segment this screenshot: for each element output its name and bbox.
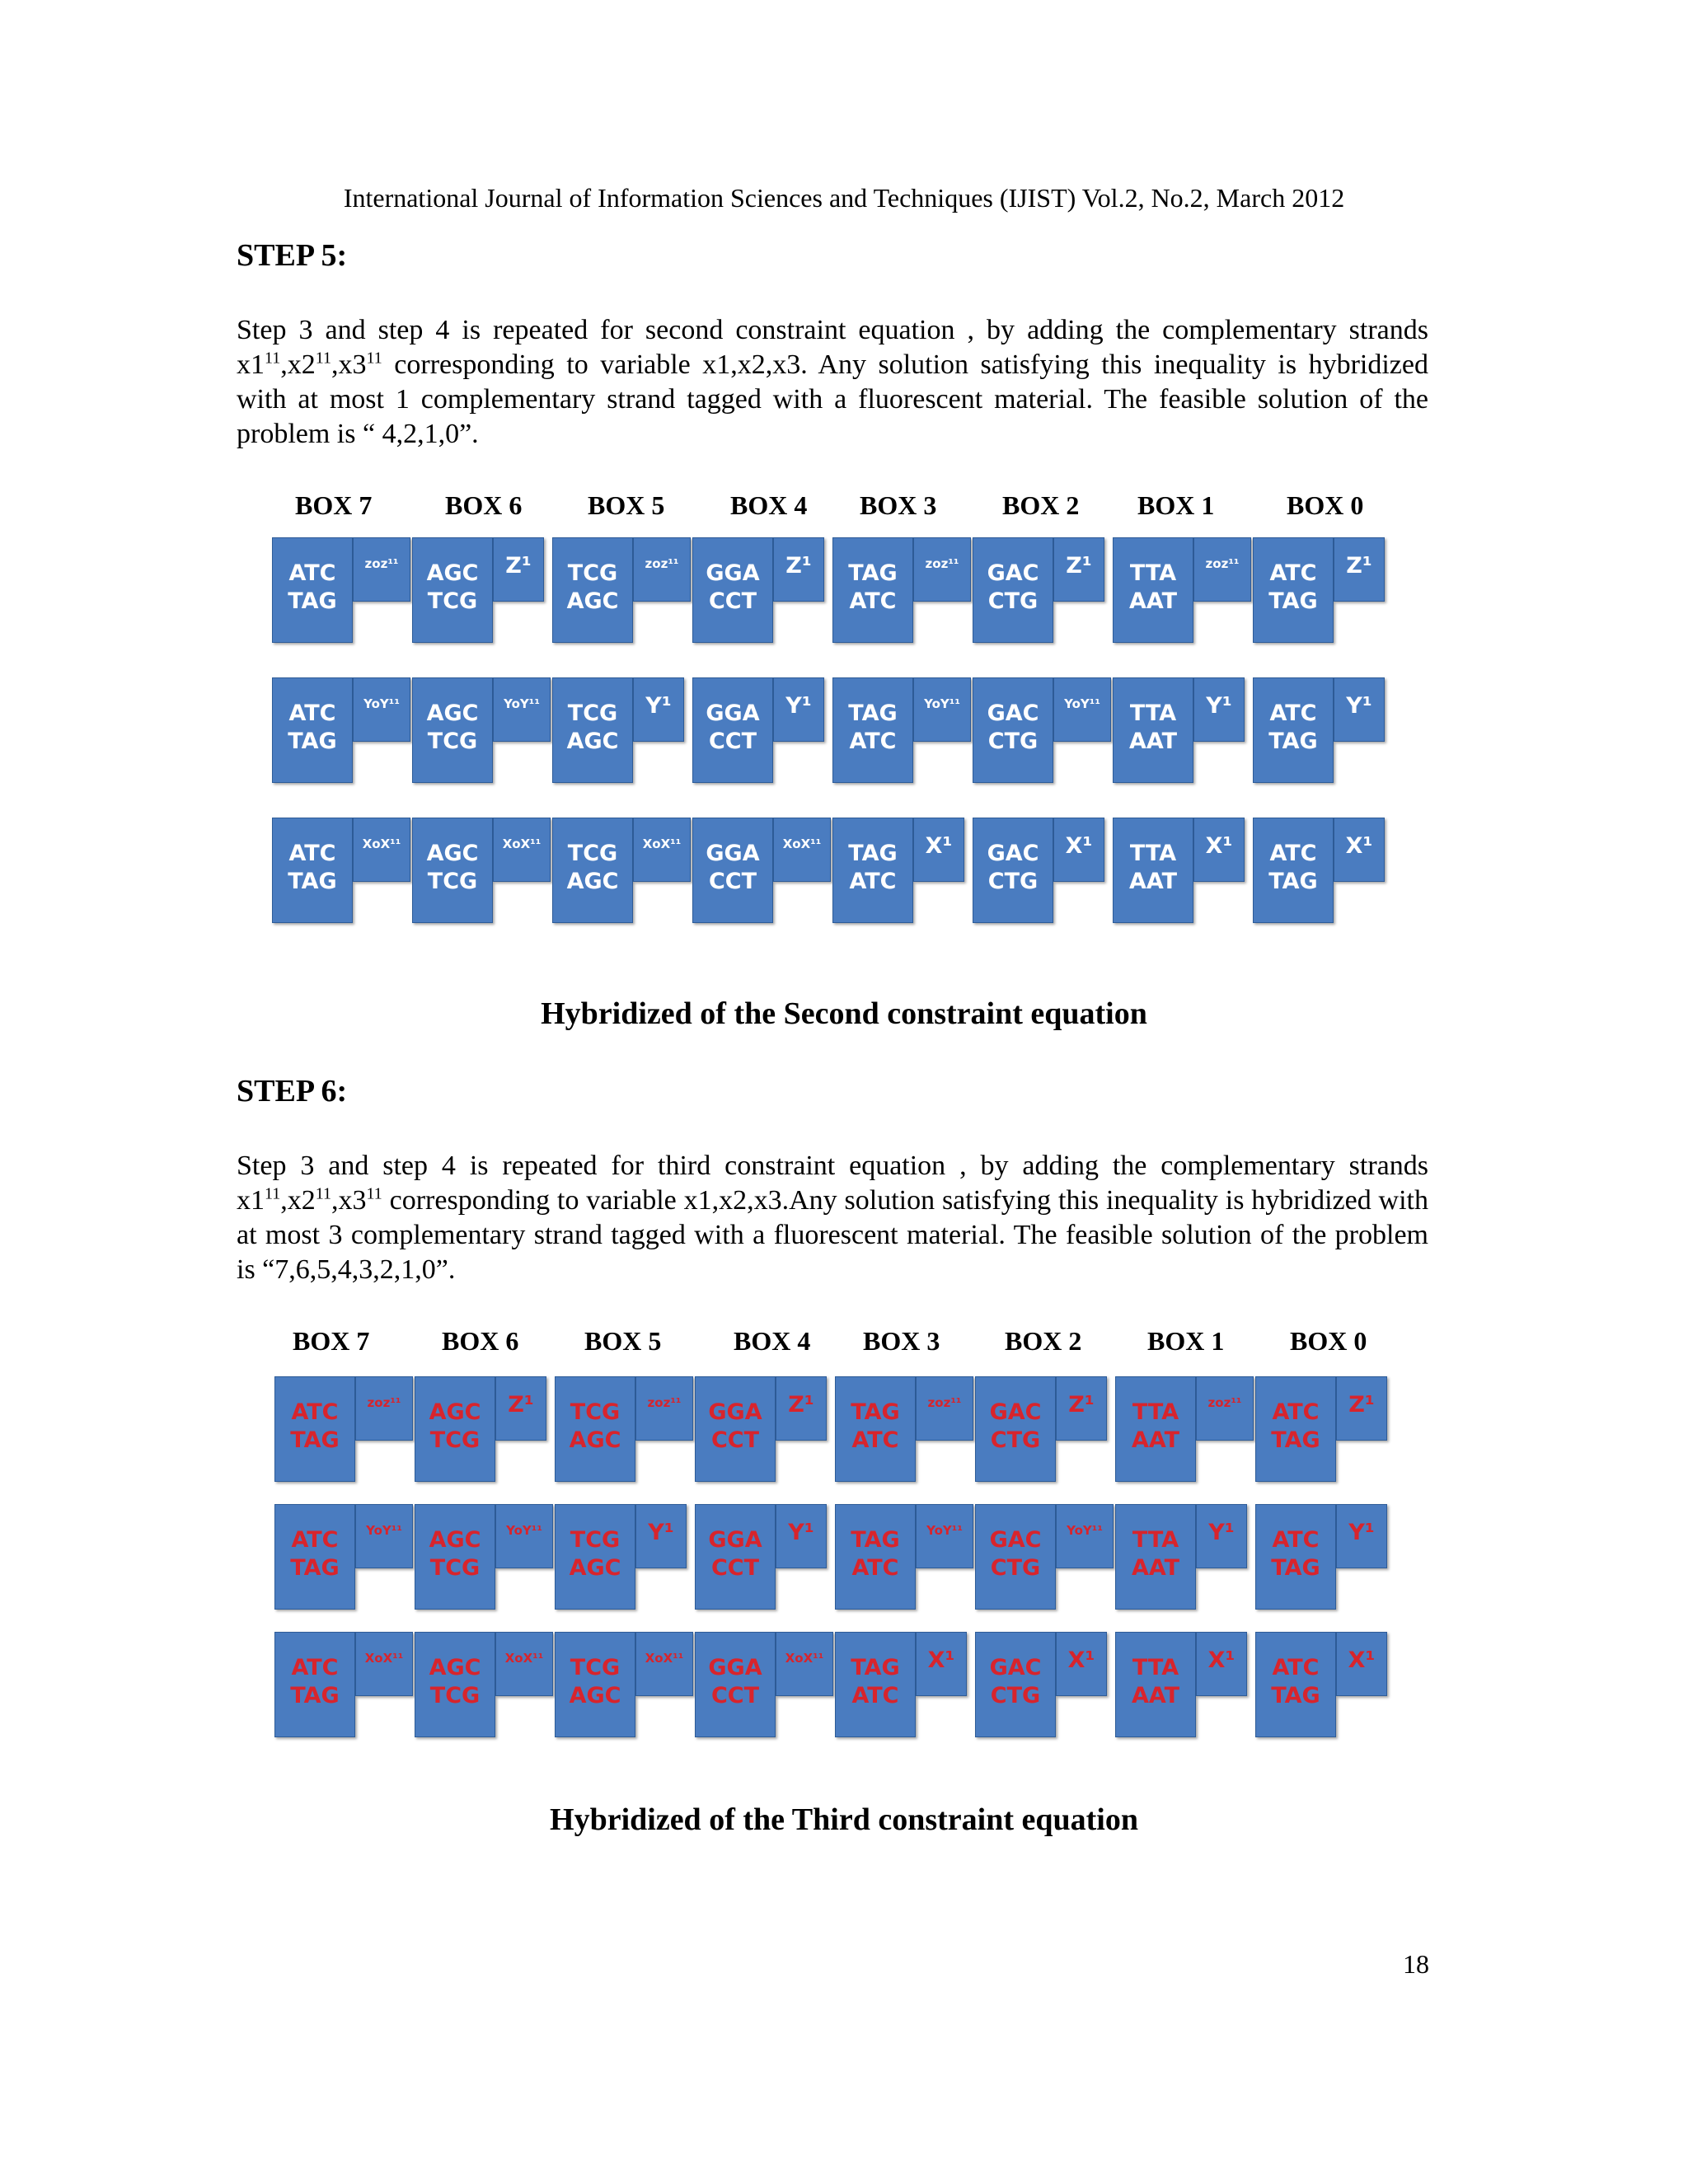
strand-bottom: TCG — [429, 1427, 481, 1453]
fig1-label-box5: BOX 5 — [588, 490, 665, 520]
strand-bottom: CCT — [710, 1683, 760, 1708]
fig1-box-labels — [0, 490, 1688, 523]
complement-tag: zoz¹¹ — [916, 1376, 973, 1441]
dna-block — [274, 1632, 355, 1737]
complement-tag: X¹ — [1056, 1632, 1107, 1696]
dna-block — [274, 1504, 355, 1610]
strand-top: TTA — [1129, 560, 1177, 586]
dna-block — [1255, 1376, 1336, 1482]
strand-bottom: AAT — [1131, 1427, 1180, 1453]
strand-top: GGA — [708, 1527, 762, 1553]
strand-bottom: CCT — [710, 1555, 760, 1581]
dna-block — [973, 677, 1053, 783]
strand-bottom: CTG — [987, 869, 1039, 894]
complement-tag: Z¹ — [495, 1376, 546, 1441]
fig2-label-box3: BOX 3 — [863, 1326, 940, 1356]
complement-tag: X¹ — [1196, 1632, 1247, 1696]
strand-top: GGA — [706, 701, 760, 726]
strand-top: TCG — [570, 1399, 621, 1425]
strand-bottom: AGC — [569, 1555, 621, 1581]
running-header: International Journal of Information Sciences and Techniques (IJIST) Vol.2, No.2, March 2012 — [343, 183, 1345, 213]
strand-top: GAC — [987, 560, 1039, 586]
strand-bottom: CTG — [987, 729, 1039, 754]
fig1-row-3 — [272, 818, 1409, 925]
strand-top: GAC — [987, 701, 1039, 726]
strand-bottom: CCT — [708, 729, 757, 754]
strand-bottom: CCT — [708, 869, 757, 894]
strand-bottom: ATC — [851, 1683, 899, 1708]
strand-bottom: TCG — [429, 1683, 481, 1708]
dna-block — [835, 1376, 916, 1482]
complement-tag: YoY¹¹ — [913, 677, 971, 742]
complement-tag: Z¹ — [1053, 537, 1104, 602]
fig2-label-box7: BOX 7 — [293, 1326, 370, 1356]
complement-tag: XoX¹¹ — [633, 818, 691, 882]
dna-block — [555, 1504, 635, 1610]
complement-tag: YoY¹¹ — [495, 1504, 553, 1568]
complement-tag: X¹ — [1193, 818, 1245, 882]
strand-top: GAC — [989, 1527, 1042, 1553]
complement-tag: Y¹ — [773, 677, 824, 742]
step6-title: STEP 6: — [237, 1074, 348, 1108]
strand-bottom: CCT — [710, 1427, 760, 1453]
strand-bottom: CTG — [990, 1427, 1041, 1453]
complement-tag: zoz¹¹ — [635, 1376, 693, 1441]
complement-tag: Y¹ — [1334, 677, 1385, 742]
dna-block — [835, 1632, 916, 1737]
dna-block — [1255, 1632, 1336, 1737]
strand-bottom: TAG — [1268, 729, 1318, 754]
dna-block — [1253, 818, 1334, 923]
fig1-caption: Hybridized of the Second constraint equation — [541, 996, 1147, 1031]
strand-bottom: TAG — [1271, 1427, 1320, 1453]
dna-block — [552, 818, 633, 923]
strand-top: TCG — [567, 841, 618, 866]
complement-tag: X¹ — [916, 1632, 967, 1696]
fig1-label-box1: BOX 1 — [1137, 490, 1215, 520]
strand-bottom: ATC — [849, 729, 897, 754]
strand-top: ATC — [288, 841, 336, 866]
strand-bottom: TCG — [427, 588, 478, 614]
strand-top: TCG — [570, 1527, 621, 1553]
dna-block — [272, 537, 353, 643]
dna-block — [555, 1632, 635, 1737]
dna-block — [832, 537, 913, 643]
complement-tag: Z¹ — [1056, 1376, 1107, 1441]
fig1-label-box2: BOX 2 — [1002, 490, 1080, 520]
complement-tag: Y¹ — [1196, 1504, 1247, 1568]
dna-block — [1113, 677, 1193, 783]
complement-tag: YoY¹¹ — [355, 1504, 413, 1568]
strand-bottom: TAG — [288, 729, 337, 754]
fig2-label-box2: BOX 2 — [1005, 1326, 1082, 1356]
complement-tag: YoY¹¹ — [493, 677, 551, 742]
dna-block — [272, 818, 353, 923]
strand-top: GGA — [708, 1399, 762, 1425]
complement-tag: X¹ — [913, 818, 964, 882]
fig1-hybridization-diagram — [272, 537, 1409, 941]
complement-tag: zoz¹¹ — [1193, 537, 1251, 602]
strand-top: GGA — [706, 841, 760, 866]
dna-block — [1113, 818, 1193, 923]
complement-tag: Z¹ — [1334, 537, 1385, 602]
strand-top: AGC — [429, 1399, 481, 1425]
strand-top: ATC — [1272, 1655, 1320, 1680]
complement-tag: Z¹ — [493, 537, 544, 602]
strand-top: TCG — [567, 701, 618, 726]
complement-tag: Z¹ — [776, 1376, 827, 1441]
complement-tag: YoY¹¹ — [353, 677, 410, 742]
dna-block — [412, 818, 493, 923]
step6-paragraph: Step 3 and step 4 is repeated for third constraint equation , by adding the complementary strands $x1^{11},x2^{11},x3^{11}$ corresponding to variable x1,x2,x3.Any solution satisfying this inequality is hybridized with at most 3 complementary strand tagged with a fluorescent material. The feasible solution of the problem is “7,6,5,4,3,2,1,0”. — [237, 1151, 1428, 1285]
dna-block — [274, 1376, 355, 1482]
complement-tag: XoX¹¹ — [355, 1632, 413, 1696]
strand-bottom: AAT — [1128, 869, 1178, 894]
dna-block — [695, 1632, 776, 1737]
strand-top: AGC — [426, 841, 479, 866]
strand-bottom: AGC — [569, 1683, 621, 1708]
fig1-label-box0: BOX 0 — [1287, 490, 1364, 520]
fig2-hybridization-diagram — [274, 1376, 1412, 1755]
strand-top: TTA — [1129, 841, 1177, 866]
strand-top: ATC — [288, 701, 336, 726]
dna-block — [552, 677, 633, 783]
fig2-label-box5: BOX 5 — [584, 1326, 662, 1356]
strand-top: GAC — [987, 841, 1039, 866]
complement-tag: zoz¹¹ — [913, 537, 971, 602]
complement-tag: X¹ — [1336, 1632, 1387, 1696]
strand-top: ATC — [1269, 560, 1317, 586]
complement-tag: XoX¹¹ — [495, 1632, 553, 1696]
dna-block — [415, 1632, 495, 1737]
dna-block — [1113, 537, 1193, 643]
complement-tag: zoz¹¹ — [633, 537, 691, 602]
strand-top: AGC — [429, 1655, 481, 1680]
strand-top: ATC — [1272, 1399, 1320, 1425]
complement-tag: Y¹ — [633, 677, 684, 742]
complement-tag: X¹ — [1334, 818, 1385, 882]
strand-bottom: TAG — [290, 1427, 340, 1453]
fig1-row-1 — [272, 537, 1409, 644]
page-number: 18 — [1403, 1949, 1429, 1979]
strand-bottom: AAT — [1131, 1555, 1180, 1581]
dna-block — [415, 1504, 495, 1610]
dna-block — [1253, 677, 1334, 783]
strand-top: TAG — [848, 701, 898, 726]
strand-top: ATC — [291, 1527, 339, 1553]
fig1-row-2 — [272, 677, 1409, 785]
strand-top: TAG — [848, 560, 898, 586]
strand-bottom: AGC — [569, 1427, 621, 1453]
strand-top: TCG — [570, 1655, 621, 1680]
strand-bottom: ATC — [851, 1427, 899, 1453]
complement-tag: XoX¹¹ — [635, 1632, 693, 1696]
dna-block — [695, 1376, 776, 1482]
complement-tag: Z¹ — [773, 537, 824, 602]
complement-tag: XoX¹¹ — [493, 818, 551, 882]
dna-block — [552, 537, 633, 643]
dna-block — [975, 1504, 1056, 1610]
complement-tag: YoY¹¹ — [1056, 1504, 1114, 1568]
dna-block — [692, 677, 773, 783]
strand-bottom: AAT — [1128, 729, 1178, 754]
strand-top: GAC — [989, 1655, 1042, 1680]
complement-tag: Z¹ — [1336, 1376, 1387, 1441]
dna-block — [973, 818, 1053, 923]
complement-tag: Y¹ — [1193, 677, 1245, 742]
dna-block — [415, 1376, 495, 1482]
strand-top: TTA — [1132, 1655, 1179, 1680]
complement-tag: YoY¹¹ — [916, 1504, 973, 1568]
dna-block — [835, 1504, 916, 1610]
strand-top: TAG — [851, 1655, 900, 1680]
complement-tag: XoX¹¹ — [353, 818, 410, 882]
strand-top: GGA — [708, 1655, 762, 1680]
strand-bottom: AGC — [566, 588, 619, 614]
fig2-label-box0: BOX 0 — [1290, 1326, 1367, 1356]
fig2-label-box4: BOX 4 — [734, 1326, 811, 1356]
strand-bottom: TAG — [288, 588, 337, 614]
step5-title: STEP 5: — [237, 238, 348, 273]
strand-bottom: AAT — [1128, 588, 1178, 614]
strand-bottom: AGC — [566, 869, 619, 894]
strand-bottom: CTG — [990, 1555, 1041, 1581]
dna-block — [973, 537, 1053, 643]
fig2-label-box1: BOX 1 — [1147, 1326, 1225, 1356]
complement-tag: XoX¹¹ — [776, 1632, 833, 1696]
strand-bottom: AAT — [1131, 1683, 1180, 1708]
fig2-row-2 — [274, 1504, 1412, 1611]
dna-block — [975, 1376, 1056, 1482]
strand-bottom: CCT — [708, 588, 757, 614]
strand-bottom: CTG — [987, 588, 1039, 614]
complement-tag: Y¹ — [635, 1504, 687, 1568]
strand-bottom: TCG — [429, 1555, 481, 1581]
complement-tag: zoz¹¹ — [353, 537, 410, 602]
strand-top: TTA — [1132, 1399, 1179, 1425]
strand-top: ATC — [1269, 841, 1317, 866]
strand-bottom: TAG — [1268, 588, 1318, 614]
complement-tag: Y¹ — [776, 1504, 827, 1568]
dna-block — [832, 818, 913, 923]
strand-top: GAC — [989, 1399, 1042, 1425]
strand-top: GGA — [706, 560, 760, 586]
strand-bottom: TAG — [288, 869, 337, 894]
strand-top: TAG — [851, 1399, 900, 1425]
fig2-label-box6: BOX 6 — [442, 1326, 519, 1356]
dna-block — [695, 1504, 776, 1610]
fig2-caption: Hybridized of the Third constraint equation — [550, 1802, 1138, 1837]
strand-bottom: TCG — [427, 729, 478, 754]
strand-top: ATC — [1272, 1527, 1320, 1553]
complement-tag: YoY¹¹ — [1053, 677, 1111, 742]
strand-top: TTA — [1129, 701, 1177, 726]
dna-block — [1115, 1504, 1196, 1610]
dna-block — [272, 677, 353, 783]
strand-bottom: ATC — [849, 869, 897, 894]
complement-tag: Y¹ — [1336, 1504, 1387, 1568]
strand-top: TTA — [1132, 1527, 1179, 1553]
complement-tag: XoX¹¹ — [773, 818, 831, 882]
fig2-row-3 — [274, 1632, 1412, 1739]
strand-top: TCG — [567, 560, 618, 586]
fig1-label-box6: BOX 6 — [445, 490, 523, 520]
dna-block — [692, 537, 773, 643]
complement-tag: zoz¹¹ — [1196, 1376, 1254, 1441]
dna-block — [555, 1376, 635, 1482]
strand-bottom: ATC — [851, 1555, 899, 1581]
strand-bottom: AGC — [566, 729, 619, 754]
strand-bottom: CTG — [990, 1683, 1041, 1708]
strand-bottom: ATC — [849, 588, 897, 614]
dna-block — [1115, 1632, 1196, 1737]
strand-bottom: TCG — [427, 869, 478, 894]
strand-top: AGC — [429, 1527, 481, 1553]
strand-bottom: TAG — [1271, 1683, 1320, 1708]
fig1-label-box4: BOX 4 — [730, 490, 808, 520]
fig2-box-labels — [0, 1326, 1688, 1359]
fig1-label-box7: BOX 7 — [295, 490, 373, 520]
complement-tag: zoz¹¹ — [355, 1376, 413, 1441]
fig2-row-1 — [274, 1376, 1412, 1483]
dna-block — [975, 1632, 1056, 1737]
strand-top: ATC — [288, 560, 336, 586]
strand-bottom: TAG — [1271, 1555, 1320, 1581]
strand-top: AGC — [426, 701, 479, 726]
strand-bottom: TAG — [290, 1683, 340, 1708]
strand-bottom: TAG — [290, 1555, 340, 1581]
dna-block — [1253, 537, 1334, 643]
dna-block — [412, 537, 493, 643]
dna-block — [1255, 1504, 1336, 1610]
step5-paragraph: Step 3 and step 4 is repeated for second constraint equation , by adding the complementary strands $x1^{11},x2^{11},x3^{11}$ corresponding to variable x1,x2,x3. Any solution satisfying this inequality is hybridized with at most 1 complementary strand tagged with a fluorescent material. The feasible solution of the problem is “ 4,2,1,0”. — [237, 315, 1428, 449]
strand-top: TAG — [848, 841, 898, 866]
strand-top: ATC — [291, 1399, 339, 1425]
dna-block — [832, 677, 913, 783]
dna-block — [412, 677, 493, 783]
dna-block — [1115, 1376, 1196, 1482]
fig1-label-box3: BOX 3 — [860, 490, 937, 520]
strand-bottom: TAG — [1268, 869, 1318, 894]
strand-top: ATC — [1269, 701, 1317, 726]
strand-top: AGC — [426, 560, 479, 586]
strand-top: ATC — [291, 1655, 339, 1680]
complement-tag: X¹ — [1053, 818, 1104, 882]
strand-top: TAG — [851, 1527, 900, 1553]
dna-block — [692, 818, 773, 923]
